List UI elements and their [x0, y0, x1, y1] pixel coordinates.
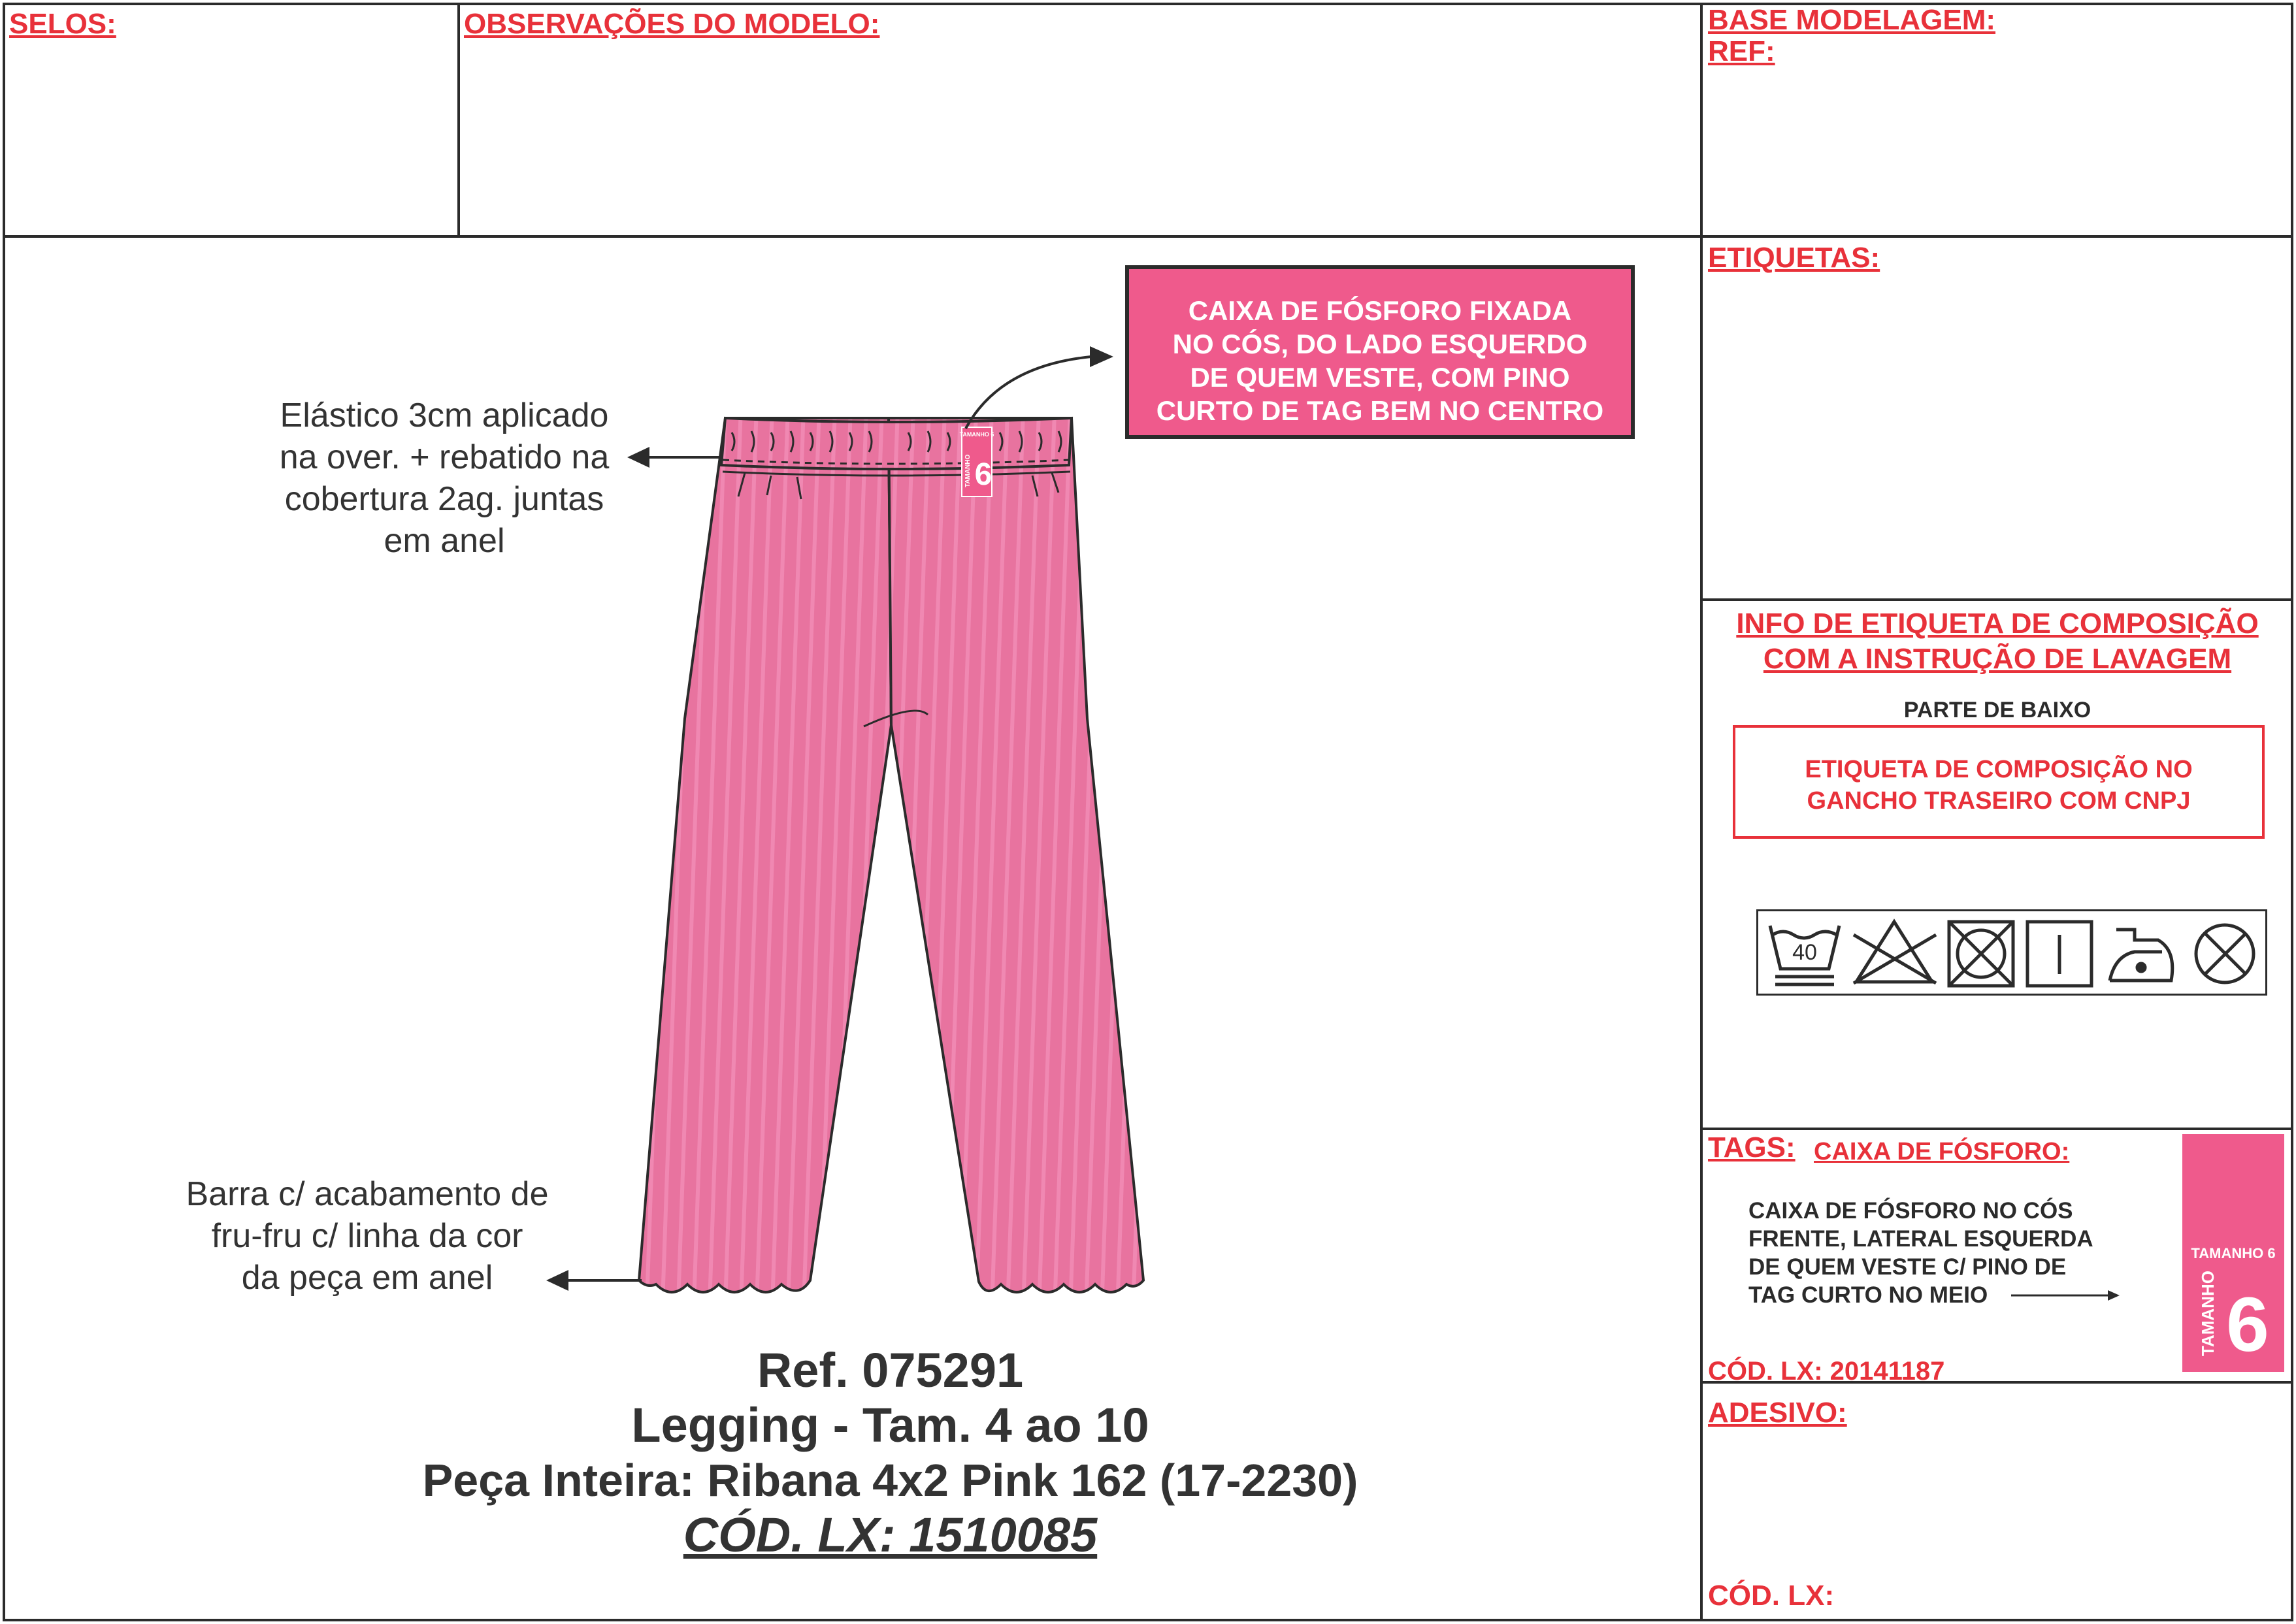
no-bleach-icon	[1854, 922, 1936, 983]
care-symbols	[1758, 911, 2265, 994]
etiquetas-label: ETIQUETAS:	[1708, 242, 1880, 274]
callout-line3: DE QUEM VESTE, COM PINO	[1190, 362, 1570, 393]
parte-label: PARTE DE BAIXO	[1903, 698, 2091, 723]
base-modelagem-label: BASE MODELAGEM:	[1708, 4, 1995, 36]
tags-desc-line3: DE QUEM VESTE C/ PINO DE	[1748, 1254, 2067, 1280]
waist-note-line4: em anel	[384, 522, 505, 560]
care-symbols-box	[1756, 909, 2267, 996]
legging-right-leg	[889, 418, 1143, 1292]
tags-desc-line1: CAIXA DE FÓSFORO NO CÓS	[1748, 1198, 2073, 1224]
svg-text:6: 6	[2226, 1282, 2269, 1368]
iron-low-icon	[2110, 930, 2173, 981]
no-dry-clean-icon	[2196, 925, 2254, 983]
caixa-label: CAIXA DE FÓSFORO:	[1814, 1138, 2070, 1165]
hem-note-arrow-icon	[546, 1270, 642, 1291]
legging-left-leg	[639, 418, 891, 1292]
svg-text:TAMANHO: TAMANHO	[2198, 1271, 2218, 1356]
waist-note-line3: cobertura 2ag. juntas	[284, 480, 604, 518]
product-name: Legging - Tam. 4 ao 10	[631, 1398, 1149, 1452]
waist-note-line1: Elástico 3cm aplicado	[280, 397, 609, 434]
svg-text:40: 40	[1792, 940, 1817, 965]
svg-text:TAMANHO 6: TAMANHO 6	[2191, 1245, 2276, 1261]
etiquetas-divider	[1701, 598, 2293, 601]
tags-desc-line2: FRENTE, LATERAL ESQUERDA	[1748, 1226, 2093, 1252]
callout-arrow-icon	[966, 346, 1113, 429]
info-title-line2: COM A INSTRUÇÃO DE LAVAGEM	[1763, 643, 2232, 675]
svg-text:6: 6	[974, 457, 992, 492]
waist-note-line2: na over. + rebatido na	[279, 438, 610, 476]
cod-lx-tags: CÓD. LX: 20141187	[1708, 1357, 1945, 1386]
info-title	[1701, 606, 2293, 677]
no-tumble-dry-icon	[1949, 922, 2013, 986]
cod-lx-main-text: CÓD. LX: 1510085	[683, 1508, 1098, 1562]
composition-box	[1733, 725, 2265, 839]
svg-text:TAMANHO: TAMANHO	[964, 454, 972, 487]
cod-lx-main	[0, 1508, 1741, 1563]
selos-label: SELOS:	[9, 8, 116, 40]
care-divider	[1701, 1128, 2293, 1130]
hem-note-line3: da peça em anel	[241, 1259, 493, 1297]
composition-line2: GANCHO TRASEIRO COM CNPJ	[1807, 787, 2191, 815]
wash-40-icon	[1770, 926, 1839, 984]
composition-line1: ETIQUETA DE COMPOSIÇÃO NO	[1805, 756, 2193, 783]
line-dry-icon	[2027, 922, 2091, 986]
tags-desc-line4: TAG CURTO NO MEIO	[1748, 1282, 1988, 1308]
ref-label: REF:	[1708, 35, 1775, 67]
svg-text:TAMANHO 6: TAMANHO 6	[959, 431, 994, 438]
callout-line1: CAIXA DE FÓSFORO FIXADA	[1188, 295, 1572, 326]
callout-line4: CURTO DE TAG BEM NO CENTRO	[1156, 395, 1604, 426]
fabric-info: Peça Inteira: Ribana 4x2 Pink 162 (17-2230)	[422, 1455, 1358, 1506]
tag-card	[2182, 1134, 2284, 1372]
cod-lx-adesivo: CÓD. LX:	[1708, 1580, 1835, 1612]
hem-note-line2: fru-fru c/ linha da cor	[211, 1217, 523, 1255]
adesivo-label: ADESIVO:	[1708, 1397, 1847, 1429]
waist-note-arrow-icon	[627, 447, 721, 468]
tag-card-graphic	[2182, 1134, 2284, 1372]
hem-note-line1: Barra c/ acabamento de	[186, 1175, 549, 1213]
info-title-line1: INFO DE ETIQUETA DE COMPOSIÇÃO	[1736, 608, 2259, 640]
tags-description	[1748, 1197, 2093, 1309]
observacoes-label: OBSERVAÇÕES DO MODELO:	[464, 8, 880, 40]
ref-number: Ref. 075291	[757, 1343, 1024, 1397]
callout-line2: NO CÓS, DO LADO ESQUERDO	[1172, 329, 1588, 359]
tags-label: TAGS:	[1708, 1131, 1796, 1163]
tags-arrow-icon	[2010, 1288, 2121, 1303]
